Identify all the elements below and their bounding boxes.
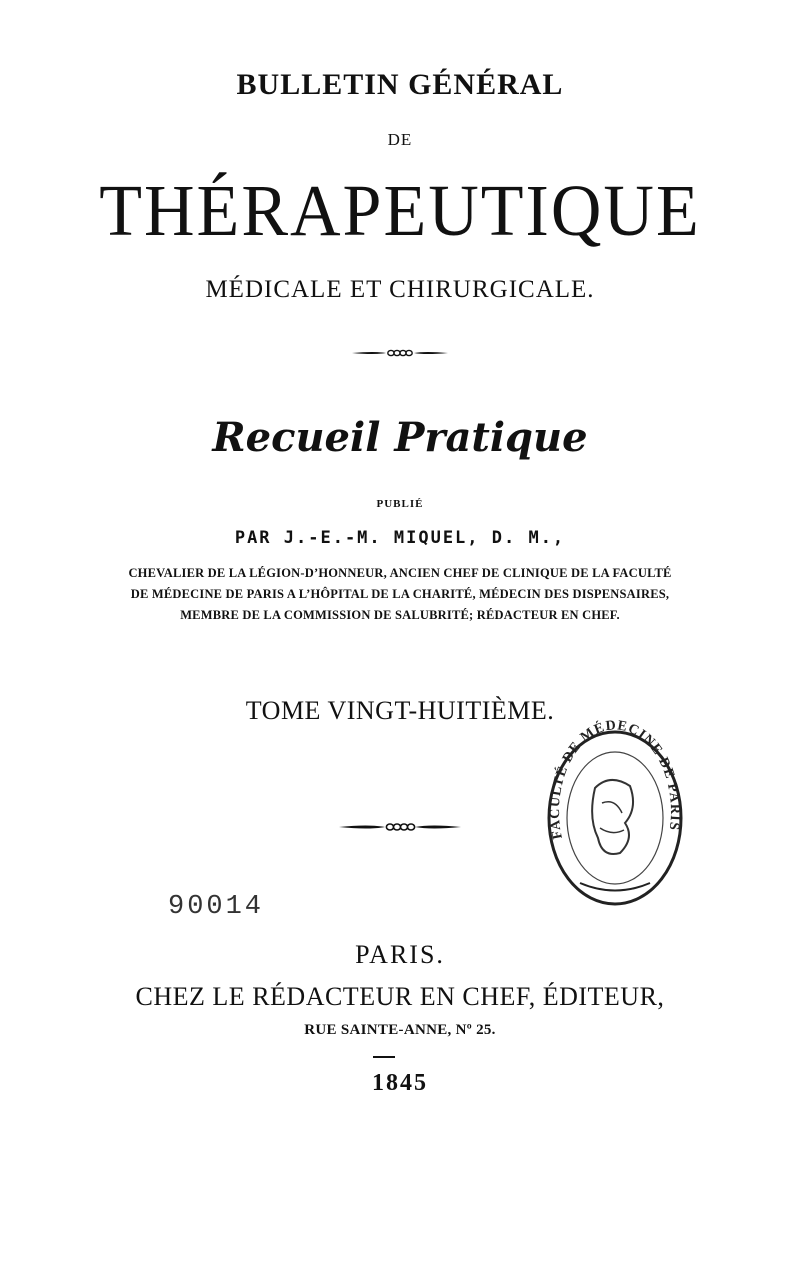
ornament-divider-top: [0, 346, 800, 360]
title-therapeutique: THÉRAPEUTIQUE: [99, 171, 701, 252]
imprint-address: RUE SAINTE-ANNE, Nº 25.: [304, 1022, 496, 1038]
stamp-text: FACULTÉ DE MÉDECINE DE PARIS: [547, 718, 683, 841]
publie-label: PUBLIÉ: [376, 498, 424, 510]
shelf-mark: 90014: [168, 892, 265, 922]
credentials-line-3: MEMBRE DE LA COMMISSION DE SALUBRITÉ; RÉDACTEUR EN CHEF.: [180, 608, 620, 622]
imprint-publisher: CHEZ LE RÉDACTEUR EN CHEF, ÉDITEUR,: [135, 982, 665, 1011]
credentials-line-1: CHEVALIER DE LA LÉGION-D’HONNEUR, ANCIEN CHEF DE CLINIQUE DE LA FACULTÉ: [128, 566, 672, 580]
credentials-line-2: DE MÉDECINE DE PARIS A L’HÔPITAL DE LA CHARITÉ, MÉDECIN DES DISPENSAIRES,: [130, 587, 670, 601]
library-stamp: [540, 718, 690, 908]
short-rule: [373, 1056, 395, 1058]
imprint-year: 1845: [372, 1070, 428, 1096]
title-medicale-chirurgicale: MÉDICALE ET CHIRURGICALE.: [205, 276, 595, 303]
author-line: PAR J.-E.-M. MIQUEL, D. M.,: [234, 528, 566, 548]
title-de: DE: [387, 130, 413, 149]
title-bulletin-general: BULLETIN GÉNÉRAL: [236, 68, 564, 101]
subtitle-recueil-pratique: Recueil Pratique: [212, 414, 588, 461]
imprint-city: PARIS.: [355, 940, 445, 969]
volume-title: TOME VINGT-HUITIÈME.: [245, 696, 555, 725]
ornament-divider-bottom: [0, 818, 800, 836]
